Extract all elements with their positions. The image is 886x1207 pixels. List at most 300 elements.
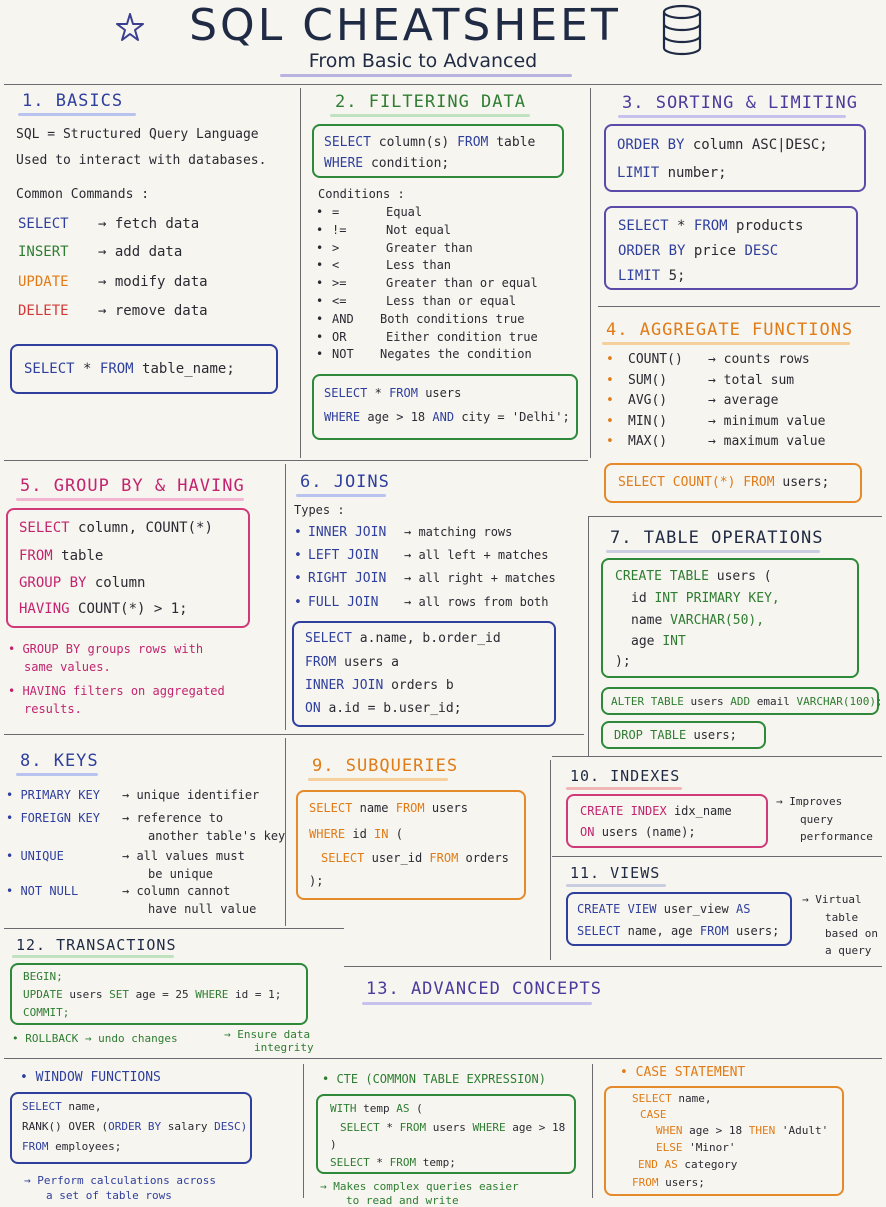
bullet: • xyxy=(316,240,324,255)
code-text: * xyxy=(386,1121,393,1134)
command-desc: → fetch data xyxy=(98,216,200,232)
code-keyword: FROM xyxy=(743,475,775,490)
key-keyword: • NOT NULL xyxy=(6,884,79,898)
heading-underline xyxy=(330,114,530,117)
aggregate-desc: → counts rows xyxy=(708,352,810,367)
aggregate-fn: MIN() xyxy=(628,413,668,429)
code-text: price xyxy=(693,243,737,259)
code-text: table_name; xyxy=(142,361,235,377)
code-text: user_id xyxy=(371,851,423,865)
groupby-note: results. xyxy=(24,702,82,716)
case-statement-title: • CASE STATEMENT xyxy=(620,1065,746,1080)
join-desc: → matching rows xyxy=(404,525,513,539)
code-text: idx_name xyxy=(673,804,732,818)
database-icon xyxy=(660,4,704,56)
condition-desc: Not equal xyxy=(386,222,452,237)
code-text: * xyxy=(83,361,92,377)
code-keyword: HAVING xyxy=(19,601,70,617)
section-heading-joins: 6. JOINS xyxy=(300,472,390,492)
key-desc: → column cannot xyxy=(122,884,231,898)
condition-row xyxy=(316,241,473,255)
condition-operator: < xyxy=(332,258,340,273)
condition-desc: Either condition true xyxy=(386,329,538,344)
aggregate-desc: → average xyxy=(708,393,779,408)
divider xyxy=(590,88,591,458)
code-block-filtering-example xyxy=(312,374,578,440)
section-heading-aggregate: 4. AGGREGATE FUNCTIONS xyxy=(606,320,854,340)
code-text: employees; xyxy=(55,1140,122,1153)
groupby-note: same values. xyxy=(24,660,111,674)
code-text: id xyxy=(631,591,647,606)
join-type-row xyxy=(294,595,549,610)
condition-row xyxy=(316,223,451,237)
code-text: users (name); xyxy=(601,825,696,839)
code-keyword: END AS xyxy=(638,1158,678,1171)
code-block-alter-table xyxy=(601,687,883,715)
code-text: 'Adult' xyxy=(781,1124,829,1137)
code-keyword: SELECT xyxy=(324,135,371,150)
aggregate-row xyxy=(606,373,794,388)
section-heading-groupby: 5. GROUP BY & HAVING xyxy=(20,476,245,496)
code-keyword: IN xyxy=(374,827,389,841)
code-keyword: FROM xyxy=(632,1176,659,1189)
condition-desc: Greater than or equal xyxy=(386,276,538,291)
code-keyword: ELSE xyxy=(656,1141,683,1154)
key-desc: → unique identifier xyxy=(122,788,260,802)
code-text: condition; xyxy=(370,156,450,171)
code-text: ); xyxy=(309,874,324,888)
code-block-indexes xyxy=(566,794,768,848)
code-keyword: SELECT xyxy=(324,386,368,400)
divider xyxy=(552,856,882,857)
transactions-note: integrity xyxy=(254,1041,314,1054)
divider xyxy=(588,516,589,756)
heading-underline xyxy=(16,498,244,501)
code-text: users xyxy=(431,801,468,815)
key-desc-cont: be unique xyxy=(148,867,214,881)
code-keyword: THEN xyxy=(748,1124,776,1137)
command-row xyxy=(18,244,182,260)
bullet: • xyxy=(316,347,324,362)
code-text: table xyxy=(61,548,104,564)
aggregate-desc: → total sum xyxy=(708,372,795,388)
code-keyword: FROM xyxy=(429,851,459,865)
bullet: • xyxy=(294,548,302,564)
command-keyword: UPDATE xyxy=(18,274,69,290)
aggregate-fn: AVG() xyxy=(628,393,668,408)
code-text: RANK() OVER ( xyxy=(22,1120,109,1133)
code-keyword: DROP TABLE xyxy=(614,728,687,742)
code-keyword: SELECT xyxy=(305,631,352,646)
key-desc: → reference to xyxy=(122,811,224,825)
bullet: • xyxy=(606,393,614,408)
code-block-aggregate xyxy=(604,463,862,503)
window-note: → Perform calculations across xyxy=(24,1174,217,1187)
code-keyword: FROM xyxy=(22,1140,49,1153)
code-keyword: COMMIT; xyxy=(23,1006,70,1019)
transactions-rollback: • ROLLBACK → undo changes xyxy=(12,1032,178,1045)
groupby-note: • HAVING filters on aggregated xyxy=(8,684,225,698)
code-text: salary xyxy=(167,1120,208,1133)
bullet: • xyxy=(606,352,614,367)
aggregate-row xyxy=(606,393,778,408)
condition-operator: = xyxy=(332,205,340,219)
command-desc: → remove data xyxy=(98,303,208,319)
condition-operator: <= xyxy=(332,294,347,308)
indexes-note: performance xyxy=(800,830,873,843)
condition-row xyxy=(316,330,538,344)
views-note: → Virtual xyxy=(802,893,862,906)
code-keyword: SELECT xyxy=(19,520,70,536)
join-keyword: RIGHT JOIN xyxy=(308,571,387,587)
join-type-row xyxy=(294,571,556,586)
code-block-sorting-example xyxy=(604,206,858,290)
divider xyxy=(344,966,882,967)
heading-underline xyxy=(16,773,98,776)
heading-underline xyxy=(18,113,136,116)
heading-underline xyxy=(566,884,666,887)
code-keyword: DESC xyxy=(744,243,779,259)
code-text: name, xyxy=(678,1092,712,1105)
code-text: ); xyxy=(615,654,631,669)
code-keyword: AS xyxy=(735,902,751,916)
code-keyword: FROM xyxy=(99,361,134,377)
key-row xyxy=(6,811,223,825)
code-keyword: ADD xyxy=(730,695,751,708)
aggregate-fn: MAX() xyxy=(628,434,668,449)
code-text: 'Minor' xyxy=(689,1141,736,1154)
condition-desc: Less than xyxy=(386,258,452,273)
condition-desc: Negates the condition xyxy=(380,347,532,362)
code-keyword: VARCHAR(50), xyxy=(670,613,765,628)
indexes-note: → Improves xyxy=(776,795,843,808)
cte-note: to read and write xyxy=(346,1194,459,1207)
code-keyword: SELECT xyxy=(340,1121,380,1134)
indexes-note: query xyxy=(800,813,834,826)
code-text: age > 18 xyxy=(367,410,426,424)
cte-note: → Makes complex queries easier xyxy=(320,1180,519,1193)
condition-row xyxy=(316,347,532,361)
code-block-cte xyxy=(316,1094,576,1174)
condition-operator: NOT xyxy=(332,347,354,362)
code-keyword: CREATE xyxy=(615,569,662,584)
code-keyword: LIMIT xyxy=(617,165,660,181)
aggregate-fn: SUM() xyxy=(628,372,668,388)
bullet: • xyxy=(316,205,324,219)
code-text: age = 25 xyxy=(135,988,189,1001)
bullet: • xyxy=(294,525,302,540)
command-keyword: DELETE xyxy=(18,303,69,319)
code-keyword: CASE xyxy=(640,1108,667,1121)
condition-row xyxy=(316,205,422,219)
bullet: • xyxy=(316,294,324,308)
code-block-window xyxy=(10,1092,252,1164)
code-keyword: WHERE xyxy=(195,988,229,1001)
key-desc-cont: another table's key xyxy=(148,829,286,843)
code-keyword: FROM xyxy=(305,655,337,670)
code-text: * xyxy=(374,386,382,400)
code-keyword: FROM xyxy=(399,1121,427,1134)
code-text: users; xyxy=(736,924,780,938)
code-keyword: AND xyxy=(432,410,455,424)
code-text: ( xyxy=(416,1102,423,1115)
code-keyword: WHERE xyxy=(324,156,364,171)
code-keyword: AS xyxy=(396,1102,410,1115)
aggregate-row xyxy=(606,414,825,429)
code-text: a.name, b.order_id xyxy=(359,631,501,646)
code-text: email xyxy=(756,695,790,708)
code-keyword: UPDATE xyxy=(23,988,63,1001)
condition-operator: AND xyxy=(332,311,354,326)
code-text: column ASC|DESC; xyxy=(692,137,828,153)
code-keyword: INT xyxy=(654,591,678,606)
condition-row xyxy=(316,312,525,326)
conditions-label: Conditions : xyxy=(318,187,405,201)
divider xyxy=(303,1064,304,1198)
code-text: users xyxy=(690,695,724,708)
condition-operator: >= xyxy=(332,276,347,291)
command-row xyxy=(18,274,208,290)
join-desc: → all left + matches xyxy=(404,548,549,563)
code-block-case xyxy=(604,1086,844,1196)
basics-common-label: Common Commands : xyxy=(16,187,150,202)
section-heading-indexes: 10. INDEXES xyxy=(570,767,681,785)
condition-desc: Greater than xyxy=(386,240,473,255)
code-keyword: FROM xyxy=(19,548,53,564)
code-text: column, COUNT(*) xyxy=(78,520,213,536)
divider xyxy=(4,460,588,461)
divider xyxy=(285,464,286,730)
code-block-subqueries xyxy=(296,790,526,900)
code-keyword: ALTER TABLE xyxy=(611,695,684,708)
aggregate-desc: → minimum value xyxy=(708,413,826,429)
code-keyword: WHERE xyxy=(324,410,361,424)
code-keyword: WITH xyxy=(330,1102,357,1115)
section-heading-basics: 1. BASICS xyxy=(22,91,124,111)
code-keyword: TABLE xyxy=(669,569,709,584)
divider xyxy=(588,516,882,517)
cte-title: • CTE (COMMON TABLE EXPRESSION) xyxy=(322,1072,546,1086)
code-keyword: WHERE xyxy=(309,827,346,841)
code-block-create-table xyxy=(601,558,859,678)
command-desc: → add data xyxy=(98,244,183,260)
code-text: users; xyxy=(782,475,830,490)
code-text: temp xyxy=(363,1102,390,1115)
code-keyword: WHERE xyxy=(472,1121,506,1134)
condition-desc: Both conditions true xyxy=(380,311,525,326)
code-text: column xyxy=(94,575,146,591)
code-text: ( xyxy=(395,827,403,841)
bullet: • xyxy=(316,276,324,291)
groupby-note: • GROUP BY groups rows with xyxy=(8,642,204,656)
command-keyword: SELECT xyxy=(18,216,69,232)
code-block-transactions xyxy=(10,963,308,1025)
code-text: name, age xyxy=(627,924,693,938)
heading-underline xyxy=(362,1002,592,1005)
code-keyword: CREATE INDEX xyxy=(580,804,667,818)
page-title: SQL CHEATSHEET xyxy=(189,0,621,51)
command-row xyxy=(18,216,199,232)
bullet: • xyxy=(316,258,324,273)
code-keyword: SELECT xyxy=(618,218,669,234)
divider xyxy=(4,734,584,735)
code-keyword: FROM xyxy=(699,924,729,938)
join-keyword: LEFT JOIN xyxy=(308,548,379,564)
condition-operator: > xyxy=(332,240,340,255)
code-keyword: FROM xyxy=(389,386,418,400)
section-heading-subqueries: 9. SUBQUERIES xyxy=(312,756,459,776)
subtitle-underline xyxy=(280,74,572,77)
heading-underline xyxy=(618,115,846,118)
code-keyword: CREATE VIEW xyxy=(577,902,657,916)
code-keyword: ORDER BY xyxy=(617,137,685,153)
key-desc-cont: have null value xyxy=(148,902,257,916)
code-keyword: SELECT xyxy=(321,851,365,865)
divider xyxy=(598,306,880,307)
code-keyword: SELECT xyxy=(577,924,621,938)
code-text: orders b xyxy=(391,678,454,693)
condition-desc: Equal xyxy=(386,205,423,219)
section-heading-transactions: 12. TRANSACTIONS xyxy=(16,936,177,954)
code-keyword: SELECT xyxy=(309,801,353,815)
code-block-joins xyxy=(292,621,556,727)
code-keyword: PRIMARY KEY, xyxy=(685,591,780,606)
code-text: category xyxy=(684,1158,738,1171)
code-text: id = 1; xyxy=(234,988,282,1001)
section-heading-sorting: 3. SORTING & LIMITING xyxy=(622,93,858,113)
code-text: age > 18 xyxy=(689,1124,743,1137)
code-keyword: FROM xyxy=(693,218,728,234)
key-keyword: • PRIMARY KEY xyxy=(6,788,100,802)
heading-underline xyxy=(566,787,682,790)
bullet: • xyxy=(606,413,614,429)
code-text: age > 18 xyxy=(512,1121,566,1134)
bullet: • xyxy=(316,311,324,326)
code-keyword: ON xyxy=(580,825,595,839)
views-note: table xyxy=(825,911,859,924)
section-heading-keys: 8. KEYS xyxy=(20,751,99,771)
code-text: user_view xyxy=(663,902,729,916)
section-heading-filtering: 2. FILTERING DATA xyxy=(335,92,526,112)
bullet: • xyxy=(606,434,614,449)
command-desc: → modify data xyxy=(98,274,208,290)
bullet: • xyxy=(294,571,302,587)
code-keyword: SELECT xyxy=(22,1100,62,1113)
views-note: based on xyxy=(825,927,878,940)
code-keyword: LIMIT xyxy=(618,268,661,284)
bullet: • xyxy=(316,222,324,237)
join-type-row xyxy=(294,525,512,540)
code-block-basics xyxy=(10,344,278,394)
views-note: a query xyxy=(825,944,872,957)
join-desc: → all right + matches xyxy=(404,571,556,586)
code-keyword: FROM xyxy=(457,135,489,150)
divider xyxy=(4,84,882,85)
join-keyword: FULL JOIN xyxy=(308,594,379,610)
code-text: ) xyxy=(330,1138,337,1151)
divider xyxy=(4,1058,882,1059)
code-keyword: INT xyxy=(662,634,686,649)
condition-desc: Less than or equal xyxy=(386,294,517,308)
code-keyword: COUNT(*) xyxy=(672,475,736,490)
command-row xyxy=(18,303,208,319)
key-desc: → all values must xyxy=(122,849,245,863)
code-text: a.id = b.user_id; xyxy=(328,701,462,716)
aggregate-row xyxy=(606,434,825,449)
divider xyxy=(592,1064,593,1198)
aggregate-fn: COUNT() xyxy=(628,352,683,367)
section-heading-advanced: 13. ADVANCED CONCEPTS xyxy=(366,979,602,999)
page-subtitle: From Basic to Advanced xyxy=(308,50,538,72)
heading-underline xyxy=(12,955,174,958)
joins-types-label: Types : xyxy=(294,503,345,517)
code-text: * xyxy=(376,1156,383,1169)
code-text: name, xyxy=(68,1100,102,1113)
join-keyword: INNER JOIN xyxy=(308,525,387,540)
code-keyword: SELECT xyxy=(330,1156,370,1169)
command-keyword: INSERT xyxy=(18,244,69,260)
code-keyword: DESC) xyxy=(214,1120,248,1133)
condition-row xyxy=(316,276,538,290)
code-keyword: ORDER BY xyxy=(618,243,686,259)
code-text: users ( xyxy=(716,569,772,584)
code-text: 5; xyxy=(668,268,686,284)
key-keyword: • UNIQUE xyxy=(6,849,64,863)
key-keyword: • FOREIGN KEY xyxy=(6,811,100,825)
join-type-row xyxy=(294,548,549,563)
transactions-note: → Ensure data xyxy=(224,1028,311,1041)
code-text: users xyxy=(432,1121,466,1134)
section-heading-table-ops: 7. TABLE OPERATIONS xyxy=(610,528,824,548)
bullet: • xyxy=(316,329,324,344)
condition-row xyxy=(316,258,451,272)
code-block-filtering xyxy=(312,124,564,178)
code-text: id xyxy=(352,827,367,841)
code-keyword: SELECT xyxy=(24,361,75,377)
code-keyword: VARCHAR(100); xyxy=(796,695,883,708)
condition-operator: != xyxy=(332,222,347,237)
code-text: name xyxy=(631,613,663,628)
code-text: users xyxy=(425,386,462,400)
divider xyxy=(4,928,344,929)
code-text: age xyxy=(631,634,655,649)
heading-underline xyxy=(296,494,386,497)
code-text: products xyxy=(736,218,804,234)
code-text: users; xyxy=(665,1176,705,1189)
section-heading-views: 11. VIEWS xyxy=(570,864,661,882)
code-keyword: ON xyxy=(305,701,321,716)
key-row xyxy=(6,884,230,898)
basics-desc: SQL = Structured Query Language xyxy=(16,127,259,142)
code-text: number; xyxy=(667,165,727,181)
code-text: city = 'Delhi'; xyxy=(461,410,570,424)
join-desc: → all rows from both xyxy=(404,594,549,609)
code-keyword: SET xyxy=(109,988,129,1001)
code-keyword: ORDER BY xyxy=(108,1120,162,1133)
heading-underline xyxy=(606,550,820,553)
heading-underline xyxy=(308,778,448,781)
aggregate-desc: → maximum value xyxy=(708,434,826,449)
code-keyword: FROM xyxy=(389,1156,417,1169)
code-keyword: INNER JOIN xyxy=(305,678,384,693)
code-block-sorting xyxy=(604,124,866,192)
window-functions-title: • WINDOW FUNCTIONS xyxy=(20,1070,161,1085)
code-text: name xyxy=(359,801,389,815)
code-text: users; xyxy=(693,728,737,742)
divider xyxy=(552,756,882,757)
heading-underline xyxy=(602,342,850,345)
code-text: users a xyxy=(344,655,399,670)
